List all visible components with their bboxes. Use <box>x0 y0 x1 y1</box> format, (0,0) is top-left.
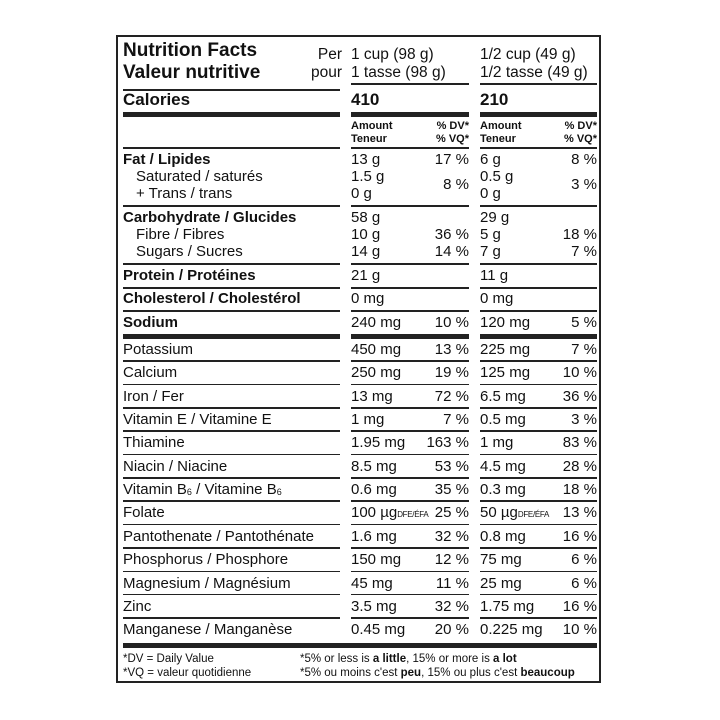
calories-serving1: 410 <box>351 90 380 109</box>
divider <box>123 205 340 207</box>
sugars-s1: 14 g <box>351 243 381 260</box>
micro-s1: 45 mg <box>351 574 393 592</box>
micro-s2: 1 mg <box>480 434 514 452</box>
micro-label: Calcium <box>123 364 178 382</box>
amount-header-fr: Teneur <box>351 133 387 145</box>
sodium-label: Sodium <box>123 314 178 331</box>
divider <box>351 594 469 596</box>
divider <box>351 547 469 549</box>
micro-dv2: 6 % <box>571 574 597 592</box>
micro-dv1: 32 % <box>434 597 469 615</box>
divider <box>351 287 469 289</box>
title-fr: Valeur nutritive <box>123 62 261 83</box>
micro-s2: 225 mg <box>480 341 531 358</box>
micro-dv2: 7 % <box>571 341 597 358</box>
divider <box>351 477 469 479</box>
divider <box>123 384 340 386</box>
micro-s1: 1.6 mg <box>351 527 397 545</box>
serving2-fr: 1/2 tasse (49 g) <box>480 64 588 81</box>
micro-s2: 0.8 mg <box>480 527 526 545</box>
thick-divider <box>480 334 597 339</box>
serving2-en: 1/2 cup (49 g) <box>480 46 576 63</box>
micro-label: Iron / Fer <box>123 387 184 405</box>
footnote-scale-en: *5% or less is a little, 15% or more is a lot <box>300 653 517 665</box>
thick-divider <box>123 334 340 339</box>
dv-header-fr: % VQ* <box>563 133 597 145</box>
micro-dv1: 163 % <box>426 434 469 452</box>
micro-label: Zinc <box>123 597 152 615</box>
carb-s2: 29 g <box>480 209 510 226</box>
dv-header-fr: % VQ* <box>435 133 469 145</box>
sodium-s2: 120 mg <box>480 314 531 331</box>
divider <box>351 360 469 362</box>
divider <box>351 524 469 526</box>
divider <box>123 407 340 409</box>
sat-trans-dv2: 3 % <box>571 176 597 193</box>
divider <box>351 310 469 312</box>
thick-divider <box>480 112 597 117</box>
sodium-dv1: 10 % <box>434 314 469 331</box>
micro-dv2: 13 % <box>562 504 597 522</box>
micro-s1: 450 mg <box>351 341 402 358</box>
micro-dv2: 16 % <box>562 527 597 545</box>
protein-label: Protein / Protéines <box>123 267 256 284</box>
title-en: Nutrition Facts <box>123 40 258 61</box>
protein-s2: 11 g <box>480 267 509 284</box>
micro-dv2: 10 % <box>562 621 597 639</box>
divider <box>480 205 597 207</box>
divider <box>480 477 597 479</box>
protein-s1: 21 g <box>351 267 381 284</box>
micro-s1: 1.95 mg <box>351 434 406 452</box>
thick-divider <box>351 112 469 117</box>
micro-s1: 250 mg <box>351 364 402 382</box>
micro-label: Vitamin B6 / Vitamine B6 <box>123 481 282 499</box>
divider <box>351 407 469 409</box>
sugars-dv1: 14 % <box>434 243 469 260</box>
micro-label: Folate <box>123 504 165 522</box>
divider <box>351 384 469 386</box>
divider <box>351 205 469 207</box>
per-en: Per <box>317 46 342 63</box>
micro-dv2: 16 % <box>562 597 597 615</box>
divider <box>351 571 469 573</box>
micro-dv1: 35 % <box>434 481 469 499</box>
divider <box>123 594 340 596</box>
fibre-s1: 10 g <box>351 226 381 243</box>
saturated-s2: 0.5 g <box>480 168 514 185</box>
micro-dv1: 32 % <box>434 527 469 545</box>
micro-label: Niacin / Niacine <box>123 457 228 475</box>
amount-header-en: Amount <box>351 120 393 132</box>
micro-s1: 13 mg <box>351 387 393 405</box>
micro-dv1: 72 % <box>434 387 469 405</box>
trans-s2: 0 g <box>480 185 501 202</box>
sodium-s1: 240 mg <box>351 314 402 331</box>
micro-s2: 25 mg <box>480 574 522 592</box>
micro-dv2: 3 % <box>571 411 597 429</box>
micro-dv2: 18 % <box>562 481 597 499</box>
micro-s1: 150 mg <box>351 551 402 569</box>
divider <box>123 477 340 479</box>
divider <box>351 147 469 149</box>
fibre-s2: 5 g <box>480 226 501 243</box>
micro-dv2: 83 % <box>562 434 597 452</box>
saturated-label: Saturated / saturés <box>136 168 263 185</box>
micro-dv1: 13 % <box>434 341 469 358</box>
micro-label: Pantothenate / Pantothénate <box>123 527 314 545</box>
divider <box>480 594 597 596</box>
divider <box>123 287 340 289</box>
footnote-vq: *VQ = valeur quotidienne <box>123 667 252 679</box>
micro-s2: 0.225 mg <box>480 621 543 639</box>
divider <box>480 500 597 502</box>
divider <box>123 263 340 265</box>
footnote-dv: *DV = Daily Value <box>123 653 214 665</box>
trans-label: + Trans / trans <box>136 185 233 202</box>
divider <box>351 263 469 265</box>
divider <box>123 360 340 362</box>
micro-dv2: 36 % <box>562 387 597 405</box>
divider <box>123 430 340 432</box>
cholesterol-s1: 0 mg <box>351 290 385 307</box>
micro-s2: 4.5 mg <box>480 457 526 475</box>
micro-label: Vitamin E / Vitamine E <box>123 411 272 429</box>
trans-s1: 0 g <box>351 185 372 202</box>
micro-dv1: 12 % <box>434 551 469 569</box>
dv-header-en: % DV* <box>436 120 469 132</box>
divider <box>351 454 469 456</box>
micro-s2: 0.5 mg <box>480 411 526 429</box>
dv-header-en: % DV* <box>564 120 597 132</box>
divider <box>480 571 597 573</box>
per-fr: pour <box>310 64 342 81</box>
divider <box>480 83 597 85</box>
divider <box>351 500 469 502</box>
micro-dv1: 11 % <box>435 574 469 592</box>
fat-dv1: 17 % <box>434 151 469 168</box>
micro-label: Potassium <box>123 341 194 358</box>
divider <box>123 500 340 502</box>
fibre-dv1: 36 % <box>434 226 469 243</box>
fibre-dv2: 18 % <box>562 226 597 243</box>
saturated-s1: 1.5 g <box>351 168 385 185</box>
nutrition-facts-label <box>116 35 601 683</box>
divider <box>480 617 597 619</box>
divider <box>480 360 597 362</box>
divider <box>123 571 340 573</box>
divider <box>351 430 469 432</box>
micro-s1: 100 µgDFE/ÉFA <box>351 504 429 522</box>
divider <box>480 384 597 386</box>
micro-s1: 3.5 mg <box>351 597 397 615</box>
fibre-label: Fibre / Fibres <box>136 226 225 243</box>
serving1-fr: 1 tasse (98 g) <box>351 64 446 81</box>
micro-s2: 1.75 mg <box>480 597 535 615</box>
micro-dv1: 53 % <box>434 457 469 475</box>
micro-s1: 0.45 mg <box>351 621 406 639</box>
thick-divider <box>351 334 469 339</box>
thick-divider <box>123 643 597 648</box>
divider <box>480 407 597 409</box>
divider <box>123 147 340 149</box>
thick-divider <box>123 112 340 117</box>
cholesterol-label: Cholesterol / Cholestérol <box>123 290 301 307</box>
divider <box>480 263 597 265</box>
footnote-scale-fr: *5% ou moins c'est peu, 15% ou plus c'est beaucoup <box>300 667 575 679</box>
micro-label: Thiamine <box>123 434 185 452</box>
divider <box>123 617 340 619</box>
micro-label: Manganese / Manganèse <box>123 621 293 639</box>
micro-dv1: 20 % <box>434 621 469 639</box>
divider <box>480 310 597 312</box>
divider <box>480 430 597 432</box>
micro-dv2: 28 % <box>562 457 597 475</box>
fat-label: Fat / Lipides <box>123 151 211 168</box>
serving1-en: 1 cup (98 g) <box>351 46 434 63</box>
micro-label: Phosphorus / Phosphore <box>123 551 289 569</box>
sugars-s2: 7 g <box>480 243 501 260</box>
divider <box>123 524 340 526</box>
sugars-label: Sugars / Sucres <box>136 243 243 260</box>
micro-dv2: 6 % <box>571 551 597 569</box>
micro-label: Magnesium / Magnésium <box>123 574 291 592</box>
carb-label: Carbohydrate / Glucides <box>123 209 297 226</box>
divider <box>480 287 597 289</box>
micro-dv1: 25 % <box>434 504 469 522</box>
cholesterol-s2: 0 mg <box>480 290 514 307</box>
micro-s1: 1 mg <box>351 411 385 429</box>
divider <box>123 454 340 456</box>
divider <box>480 147 597 149</box>
sat-trans-dv1: 8 % <box>443 176 469 193</box>
micro-dv1: 19 % <box>434 364 469 382</box>
micro-s1: 8.5 mg <box>351 457 397 475</box>
amount-header-fr: Teneur <box>480 133 516 145</box>
sodium-dv2: 5 % <box>571 314 597 331</box>
calories-label: Calories <box>123 90 191 109</box>
divider <box>123 310 340 312</box>
micro-dv2: 10 % <box>562 364 597 382</box>
divider <box>351 617 469 619</box>
micro-s2: 75 mg <box>480 551 522 569</box>
fat-s2: 6 g <box>480 151 501 168</box>
divider <box>351 83 469 85</box>
sugars-dv2: 7 % <box>571 243 597 260</box>
fat-dv2: 8 % <box>571 151 597 168</box>
micro-s1: 0.6 mg <box>351 481 397 499</box>
micro-s2: 0.3 mg <box>480 481 526 499</box>
micro-dv1: 7 % <box>443 411 469 429</box>
micro-s2: 125 mg <box>480 364 531 382</box>
divider <box>123 547 340 549</box>
calories-serving2: 210 <box>480 90 509 109</box>
carb-s1: 58 g <box>351 209 381 226</box>
fat-s1: 13 g <box>351 151 381 168</box>
divider <box>480 454 597 456</box>
divider <box>480 547 597 549</box>
micro-s2: 6.5 mg <box>480 387 526 405</box>
micro-s2: 50 µgDFE/ÉFA <box>480 504 550 522</box>
amount-header-en: Amount <box>480 120 522 132</box>
divider <box>480 524 597 526</box>
